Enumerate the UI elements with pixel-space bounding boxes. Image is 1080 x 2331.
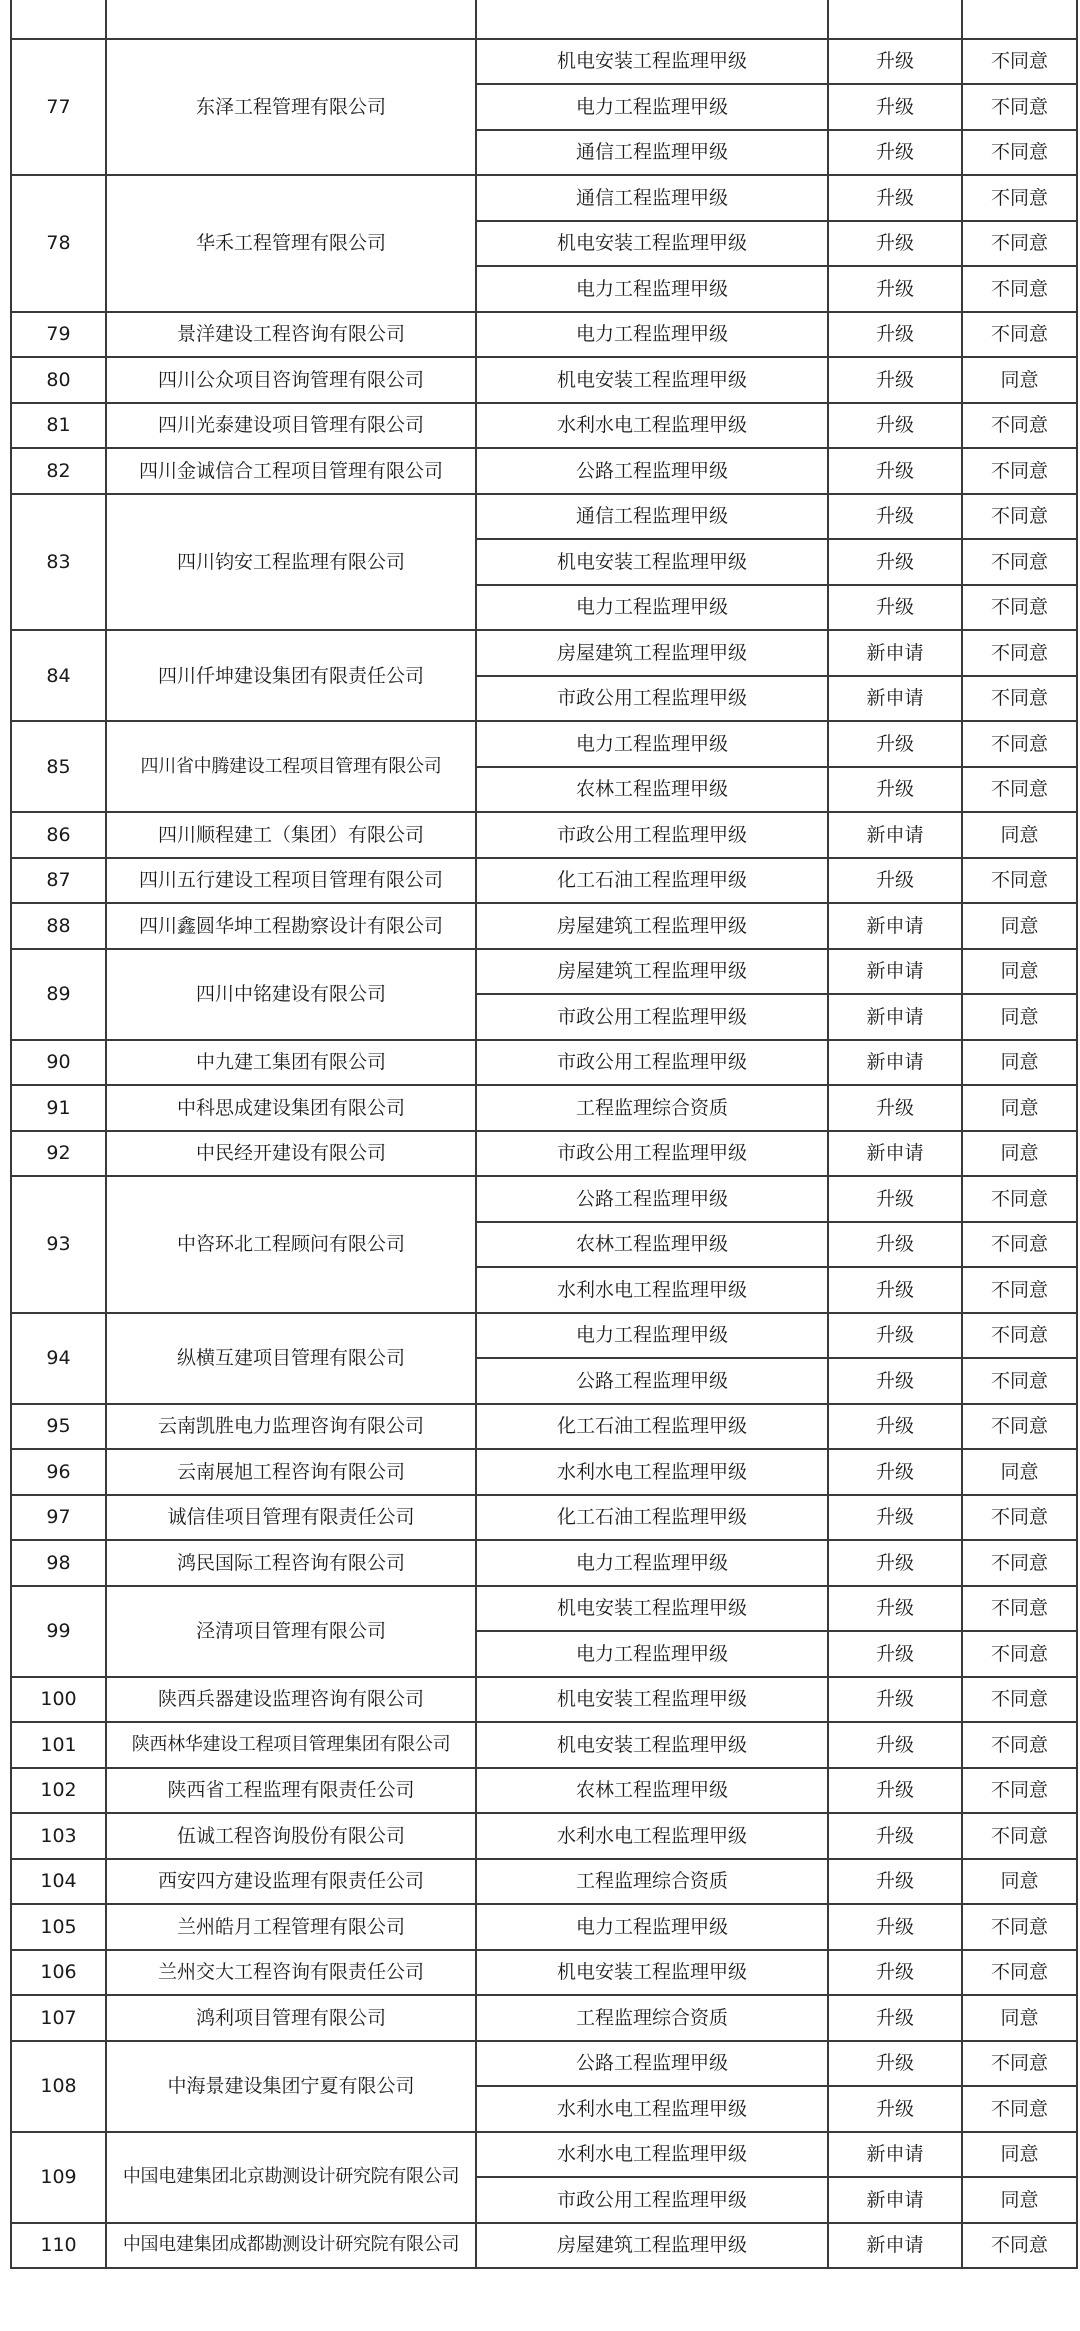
qualification-type: 电力工程监理甲级: [476, 266, 828, 312]
table-row: [11, 1404, 1077, 1450]
application-action: 升级: [828, 539, 962, 585]
qualification-type: 房屋建筑工程监理甲级: [476, 2223, 828, 2269]
company-name: 四川仟坤建设集团有限责任公司: [106, 630, 476, 721]
application-action: 升级: [828, 1404, 962, 1450]
qualification-type: 电力工程监理甲级: [476, 721, 828, 767]
company-name: 陕西兵器建设监理咨询有限公司: [106, 1677, 476, 1723]
row-number: 104: [11, 1859, 106, 1905]
row-number: 89: [11, 949, 106, 1040]
review-result: 不同意: [962, 1313, 1077, 1359]
company-name: 华禾工程管理有限公司: [106, 175, 476, 312]
review-result: 不同意: [962, 1677, 1077, 1723]
application-action: 新申请: [828, 2223, 962, 2269]
company-name: 景洋建设工程咨询有限公司: [106, 312, 476, 358]
application-action: 升级: [828, 1176, 962, 1222]
qualification-type: 化工石油工程监理甲级: [476, 1495, 828, 1541]
qualification-type: 房屋建筑工程监理甲级: [476, 949, 828, 995]
application-action: 升级: [828, 721, 962, 767]
table-row: [11, 357, 1077, 403]
review-result: 同意: [962, 1995, 1077, 2041]
qualification-type: 化工石油工程监理甲级: [476, 1404, 828, 1450]
company-name: 诚信佳项目管理有限责任公司: [106, 1495, 476, 1541]
application-action: 升级: [828, 84, 962, 130]
review-result: 不同意: [962, 130, 1077, 176]
company-name: 四川顺程建工（集团）有限公司: [106, 812, 476, 858]
company-name: 伍诚工程咨询股份有限公司: [106, 1813, 476, 1859]
row-number: 96: [11, 1449, 106, 1495]
application-action: 升级: [828, 494, 962, 540]
qualification-type: 化工石油工程监理甲级: [476, 858, 828, 904]
table-row: [11, 1449, 1077, 1495]
review-result: 不同意: [962, 2223, 1077, 2269]
review-result: 不同意: [962, 1631, 1077, 1677]
company-name: 中科思成建设集团有限公司: [106, 1085, 476, 1131]
review-result: 不同意: [962, 1176, 1077, 1222]
row-number: 91: [11, 1085, 106, 1131]
table-row: [11, 1904, 1077, 1950]
review-result: 不同意: [962, 585, 1077, 631]
application-action: 升级: [828, 1540, 962, 1586]
company-name: 陕西林华建设工程项目管理集团有限公司: [106, 1722, 476, 1768]
review-result: 不同意: [962, 266, 1077, 312]
application-action: [828, 0, 962, 39]
row-number: 102: [11, 1768, 106, 1814]
review-result: 同意: [962, 812, 1077, 858]
qualification-type: 市政公用工程监理甲级: [476, 2177, 828, 2223]
table-row: [11, 903, 1077, 949]
company-name: 东泽工程管理有限公司: [106, 39, 476, 176]
table-row: [11, 448, 1077, 494]
review-result: 不同意: [962, 676, 1077, 722]
review-result: 不同意: [962, 1495, 1077, 1541]
company-name: 中咨环北工程顾问有限公司: [106, 1176, 476, 1313]
review-result: 同意: [962, 1085, 1077, 1131]
application-action: 升级: [828, 221, 962, 267]
qualification-type: 公路工程监理甲级: [476, 1176, 828, 1222]
company-name: 中九建工集团有限公司: [106, 1040, 476, 1086]
application-action: 升级: [828, 448, 962, 494]
qualification-type: 市政公用工程监理甲级: [476, 994, 828, 1040]
application-action: 升级: [828, 767, 962, 813]
qualification-type: 公路工程监理甲级: [476, 2041, 828, 2087]
table-row: [11, 39, 1077, 85]
review-result: 不同意: [962, 1950, 1077, 1996]
row-number: 106: [11, 1950, 106, 1996]
qualification-type: 电力工程监理甲级: [476, 1631, 828, 1677]
company-name: 云南展旭工程咨询有限公司: [106, 1449, 476, 1495]
table-row: [11, 1540, 1077, 1586]
qualification-type: 市政公用工程监理甲级: [476, 1131, 828, 1177]
row-number: 92: [11, 1131, 106, 1177]
review-result: 不同意: [962, 2041, 1077, 2087]
company-name: 兰州皓月工程管理有限公司: [106, 1904, 476, 1950]
row-number: 108: [11, 2041, 106, 2132]
qualification-type: 水利水电工程监理甲级: [476, 1813, 828, 1859]
table-row: [11, 1859, 1077, 1905]
table-row: [11, 1040, 1077, 1086]
application-action: 新申请: [828, 630, 962, 676]
qualification-type: 电力工程监理甲级: [476, 1540, 828, 1586]
qualification-type: 公路工程监理甲级: [476, 1358, 828, 1404]
review-result: 不同意: [962, 494, 1077, 540]
application-action: 新申请: [828, 812, 962, 858]
row-number: [11, 0, 106, 39]
qualification-type: 机电安装工程监理甲级: [476, 1586, 828, 1632]
table-row: [11, 312, 1077, 358]
review-result: 同意: [962, 1040, 1077, 1086]
company-name: 四川金诚信合工程项目管理有限公司: [106, 448, 476, 494]
qualification-type: 电力工程监理甲级: [476, 585, 828, 631]
table-row: [11, 1131, 1077, 1177]
review-result: 不同意: [962, 1722, 1077, 1768]
review-result: 不同意: [962, 84, 1077, 130]
review-result: 同意: [962, 2177, 1077, 2223]
qualification-type: 房屋建筑工程监理甲级: [476, 903, 828, 949]
review-result: 不同意: [962, 539, 1077, 585]
table-row: [11, 2041, 1077, 2087]
row-number: 90: [11, 1040, 106, 1086]
row-number: 83: [11, 494, 106, 631]
company-name: 鸿民国际工程咨询有限公司: [106, 1540, 476, 1586]
row-number: 85: [11, 721, 106, 812]
approval-table-body: [11, 0, 1077, 2268]
review-result: 不同意: [962, 1768, 1077, 1814]
application-action: 升级: [828, 1995, 962, 2041]
row-number: 81: [11, 403, 106, 449]
application-action: 升级: [828, 2086, 962, 2132]
qualification-type: 电力工程监理甲级: [476, 312, 828, 358]
qualification-type: 水利水电工程监理甲级: [476, 1449, 828, 1495]
application-action: 新申请: [828, 2177, 962, 2223]
table-row: [11, 1813, 1077, 1859]
row-number: 107: [11, 1995, 106, 2041]
review-result: 不同意: [962, 630, 1077, 676]
application-action: 升级: [828, 1358, 962, 1404]
row-number: 95: [11, 1404, 106, 1450]
application-action: 升级: [828, 403, 962, 449]
review-result: 不同意: [962, 1813, 1077, 1859]
application-action: 升级: [828, 1859, 962, 1905]
company-name: 纵横互建项目管理有限公司: [106, 1313, 476, 1404]
application-action: 升级: [828, 39, 962, 85]
qualification-type: [476, 0, 828, 39]
application-action: 新申请: [828, 949, 962, 995]
review-result: 同意: [962, 1131, 1077, 1177]
table-row: [11, 2132, 1077, 2178]
application-action: 升级: [828, 1495, 962, 1541]
table-row: [11, 1586, 1077, 1632]
application-action: 升级: [828, 1768, 962, 1814]
row-number: 103: [11, 1813, 106, 1859]
company-name: 西安四方建设监理有限责任公司: [106, 1859, 476, 1905]
table-row: [11, 949, 1077, 995]
application-action: 升级: [828, 357, 962, 403]
application-action: 升级: [828, 1085, 962, 1131]
row-number: 97: [11, 1495, 106, 1541]
qualification-type: 电力工程监理甲级: [476, 84, 828, 130]
qualification-type: 市政公用工程监理甲级: [476, 812, 828, 858]
row-number: 93: [11, 1176, 106, 1313]
row-number: 105: [11, 1904, 106, 1950]
application-action: 新申请: [828, 1131, 962, 1177]
company-name: 中国电建集团成都勘测设计研究院有限公司: [106, 2223, 476, 2269]
company-name: [106, 0, 476, 39]
review-result: 不同意: [962, 175, 1077, 221]
row-number: 110: [11, 2223, 106, 2269]
table-row: [11, 0, 1077, 39]
table-row: [11, 812, 1077, 858]
qualification-type: 公路工程监理甲级: [476, 448, 828, 494]
review-result: 不同意: [962, 39, 1077, 85]
review-result: 同意: [962, 1859, 1077, 1905]
company-name: 泾清项目管理有限公司: [106, 1586, 476, 1677]
qualification-type: 机电安装工程监理甲级: [476, 39, 828, 85]
review-result: 不同意: [962, 448, 1077, 494]
application-action: 新申请: [828, 2132, 962, 2178]
application-action: 升级: [828, 1677, 962, 1723]
row-number: 79: [11, 312, 106, 358]
row-number: 99: [11, 1586, 106, 1677]
table-row: [11, 175, 1077, 221]
row-number: 80: [11, 357, 106, 403]
table-row: [11, 630, 1077, 676]
review-result: 不同意: [962, 1404, 1077, 1450]
qualification-type: 机电安装工程监理甲级: [476, 221, 828, 267]
application-action: 升级: [828, 1904, 962, 1950]
row-number: 101: [11, 1722, 106, 1768]
review-result: 同意: [962, 1449, 1077, 1495]
row-number: 78: [11, 175, 106, 312]
table-row: [11, 403, 1077, 449]
table-row: [11, 1176, 1077, 1222]
row-number: 94: [11, 1313, 106, 1404]
review-result: 同意: [962, 2132, 1077, 2178]
application-action: 升级: [828, 858, 962, 904]
qualification-type: 水利水电工程监理甲级: [476, 2086, 828, 2132]
review-result: 不同意: [962, 312, 1077, 358]
company-name: 四川光泰建设项目管理有限公司: [106, 403, 476, 449]
review-result: 同意: [962, 994, 1077, 1040]
qualification-type: 通信工程监理甲级: [476, 130, 828, 176]
table-row: [11, 1722, 1077, 1768]
table-row: [11, 1085, 1077, 1131]
company-name: 四川中铭建设有限公司: [106, 949, 476, 1040]
application-action: 升级: [828, 1722, 962, 1768]
table-row: [11, 1495, 1077, 1541]
qualification-type: 农林工程监理甲级: [476, 767, 828, 813]
review-result: 不同意: [962, 403, 1077, 449]
row-number: 100: [11, 1677, 106, 1723]
review-result: 不同意: [962, 1222, 1077, 1268]
application-action: 新申请: [828, 676, 962, 722]
application-action: 升级: [828, 175, 962, 221]
qualification-type: 水利水电工程监理甲级: [476, 1267, 828, 1313]
company-name: 兰州交大工程咨询有限责任公司: [106, 1950, 476, 1996]
row-number: 84: [11, 630, 106, 721]
review-result: 不同意: [962, 1540, 1077, 1586]
row-number: 87: [11, 858, 106, 904]
approval-table: [10, 0, 1078, 2269]
qualification-type: 工程监理综合资质: [476, 1859, 828, 1905]
review-result: 同意: [962, 357, 1077, 403]
review-result: 不同意: [962, 721, 1077, 767]
qualification-type: 农林工程监理甲级: [476, 1768, 828, 1814]
company-name: 陕西省工程监理有限责任公司: [106, 1768, 476, 1814]
company-name: 中国电建集团北京勘测设计研究院有限公司: [106, 2132, 476, 2223]
company-name: 四川省中腾建设工程项目管理有限公司: [106, 721, 476, 812]
table-row: [11, 494, 1077, 540]
application-action: 升级: [828, 1267, 962, 1313]
review-result: 不同意: [962, 1586, 1077, 1632]
qualification-type: 通信工程监理甲级: [476, 175, 828, 221]
application-action: 升级: [828, 1449, 962, 1495]
review-result: 不同意: [962, 1358, 1077, 1404]
qualification-type: 电力工程监理甲级: [476, 1904, 828, 1950]
application-action: 升级: [828, 130, 962, 176]
company-name: 四川公众项目咨询管理有限公司: [106, 357, 476, 403]
qualification-type: 农林工程监理甲级: [476, 1222, 828, 1268]
qualification-type: 水利水电工程监理甲级: [476, 403, 828, 449]
qualification-type: 市政公用工程监理甲级: [476, 1040, 828, 1086]
review-result: [962, 0, 1077, 39]
row-number: 98: [11, 1540, 106, 1586]
application-action: 升级: [828, 266, 962, 312]
qualification-type: 工程监理综合资质: [476, 1995, 828, 2041]
company-name: 中海景建设集团宁夏有限公司: [106, 2041, 476, 2132]
table-row: [11, 2223, 1077, 2269]
review-result: 不同意: [962, 1267, 1077, 1313]
application-action: 升级: [828, 1813, 962, 1859]
review-result: 同意: [962, 949, 1077, 995]
qualification-type: 通信工程监理甲级: [476, 494, 828, 540]
company-name: 四川鑫圆华坤工程勘察设计有限公司: [106, 903, 476, 949]
application-action: 升级: [828, 1586, 962, 1632]
application-action: 新申请: [828, 994, 962, 1040]
company-name: 云南凯胜电力监理咨询有限公司: [106, 1404, 476, 1450]
row-number: 77: [11, 39, 106, 176]
company-name: 鸿利项目管理有限公司: [106, 1995, 476, 2041]
table-row: [11, 1768, 1077, 1814]
review-result: 不同意: [962, 767, 1077, 813]
review-result: 同意: [962, 903, 1077, 949]
application-action: 升级: [828, 1313, 962, 1359]
application-action: 升级: [828, 312, 962, 358]
review-result: 不同意: [962, 221, 1077, 267]
table-row: [11, 1950, 1077, 1996]
qualification-type: 市政公用工程监理甲级: [476, 676, 828, 722]
qualification-type: 机电安装工程监理甲级: [476, 1950, 828, 1996]
qualification-type: 水利水电工程监理甲级: [476, 2132, 828, 2178]
row-number: 86: [11, 812, 106, 858]
application-action: 升级: [828, 2041, 962, 2087]
qualification-type: 机电安装工程监理甲级: [476, 1677, 828, 1723]
company-name: 中民经开建设有限公司: [106, 1131, 476, 1177]
row-number: 109: [11, 2132, 106, 2223]
qualification-type: 工程监理综合资质: [476, 1085, 828, 1131]
table-row: [11, 721, 1077, 767]
application-action: 升级: [828, 1631, 962, 1677]
application-action: 升级: [828, 1222, 962, 1268]
review-result: 不同意: [962, 2086, 1077, 2132]
qualification-type: 房屋建筑工程监理甲级: [476, 630, 828, 676]
row-number: 82: [11, 448, 106, 494]
application-action: 新申请: [828, 903, 962, 949]
qualification-type: 机电安装工程监理甲级: [476, 357, 828, 403]
qualification-type: 机电安装工程监理甲级: [476, 1722, 828, 1768]
qualification-type: 电力工程监理甲级: [476, 1313, 828, 1359]
table-row: [11, 1313, 1077, 1359]
table-row: [11, 1995, 1077, 2041]
qualification-type: 机电安装工程监理甲级: [476, 539, 828, 585]
table-row: [11, 1677, 1077, 1723]
company-name: 四川五行建设工程项目管理有限公司: [106, 858, 476, 904]
table-row: [11, 858, 1077, 904]
application-action: 升级: [828, 585, 962, 631]
company-name: 四川钧安工程监理有限公司: [106, 494, 476, 631]
row-number: 88: [11, 903, 106, 949]
application-action: 升级: [828, 1950, 962, 1996]
application-action: 新申请: [828, 1040, 962, 1086]
review-result: 不同意: [962, 858, 1077, 904]
review-result: 不同意: [962, 1904, 1077, 1950]
